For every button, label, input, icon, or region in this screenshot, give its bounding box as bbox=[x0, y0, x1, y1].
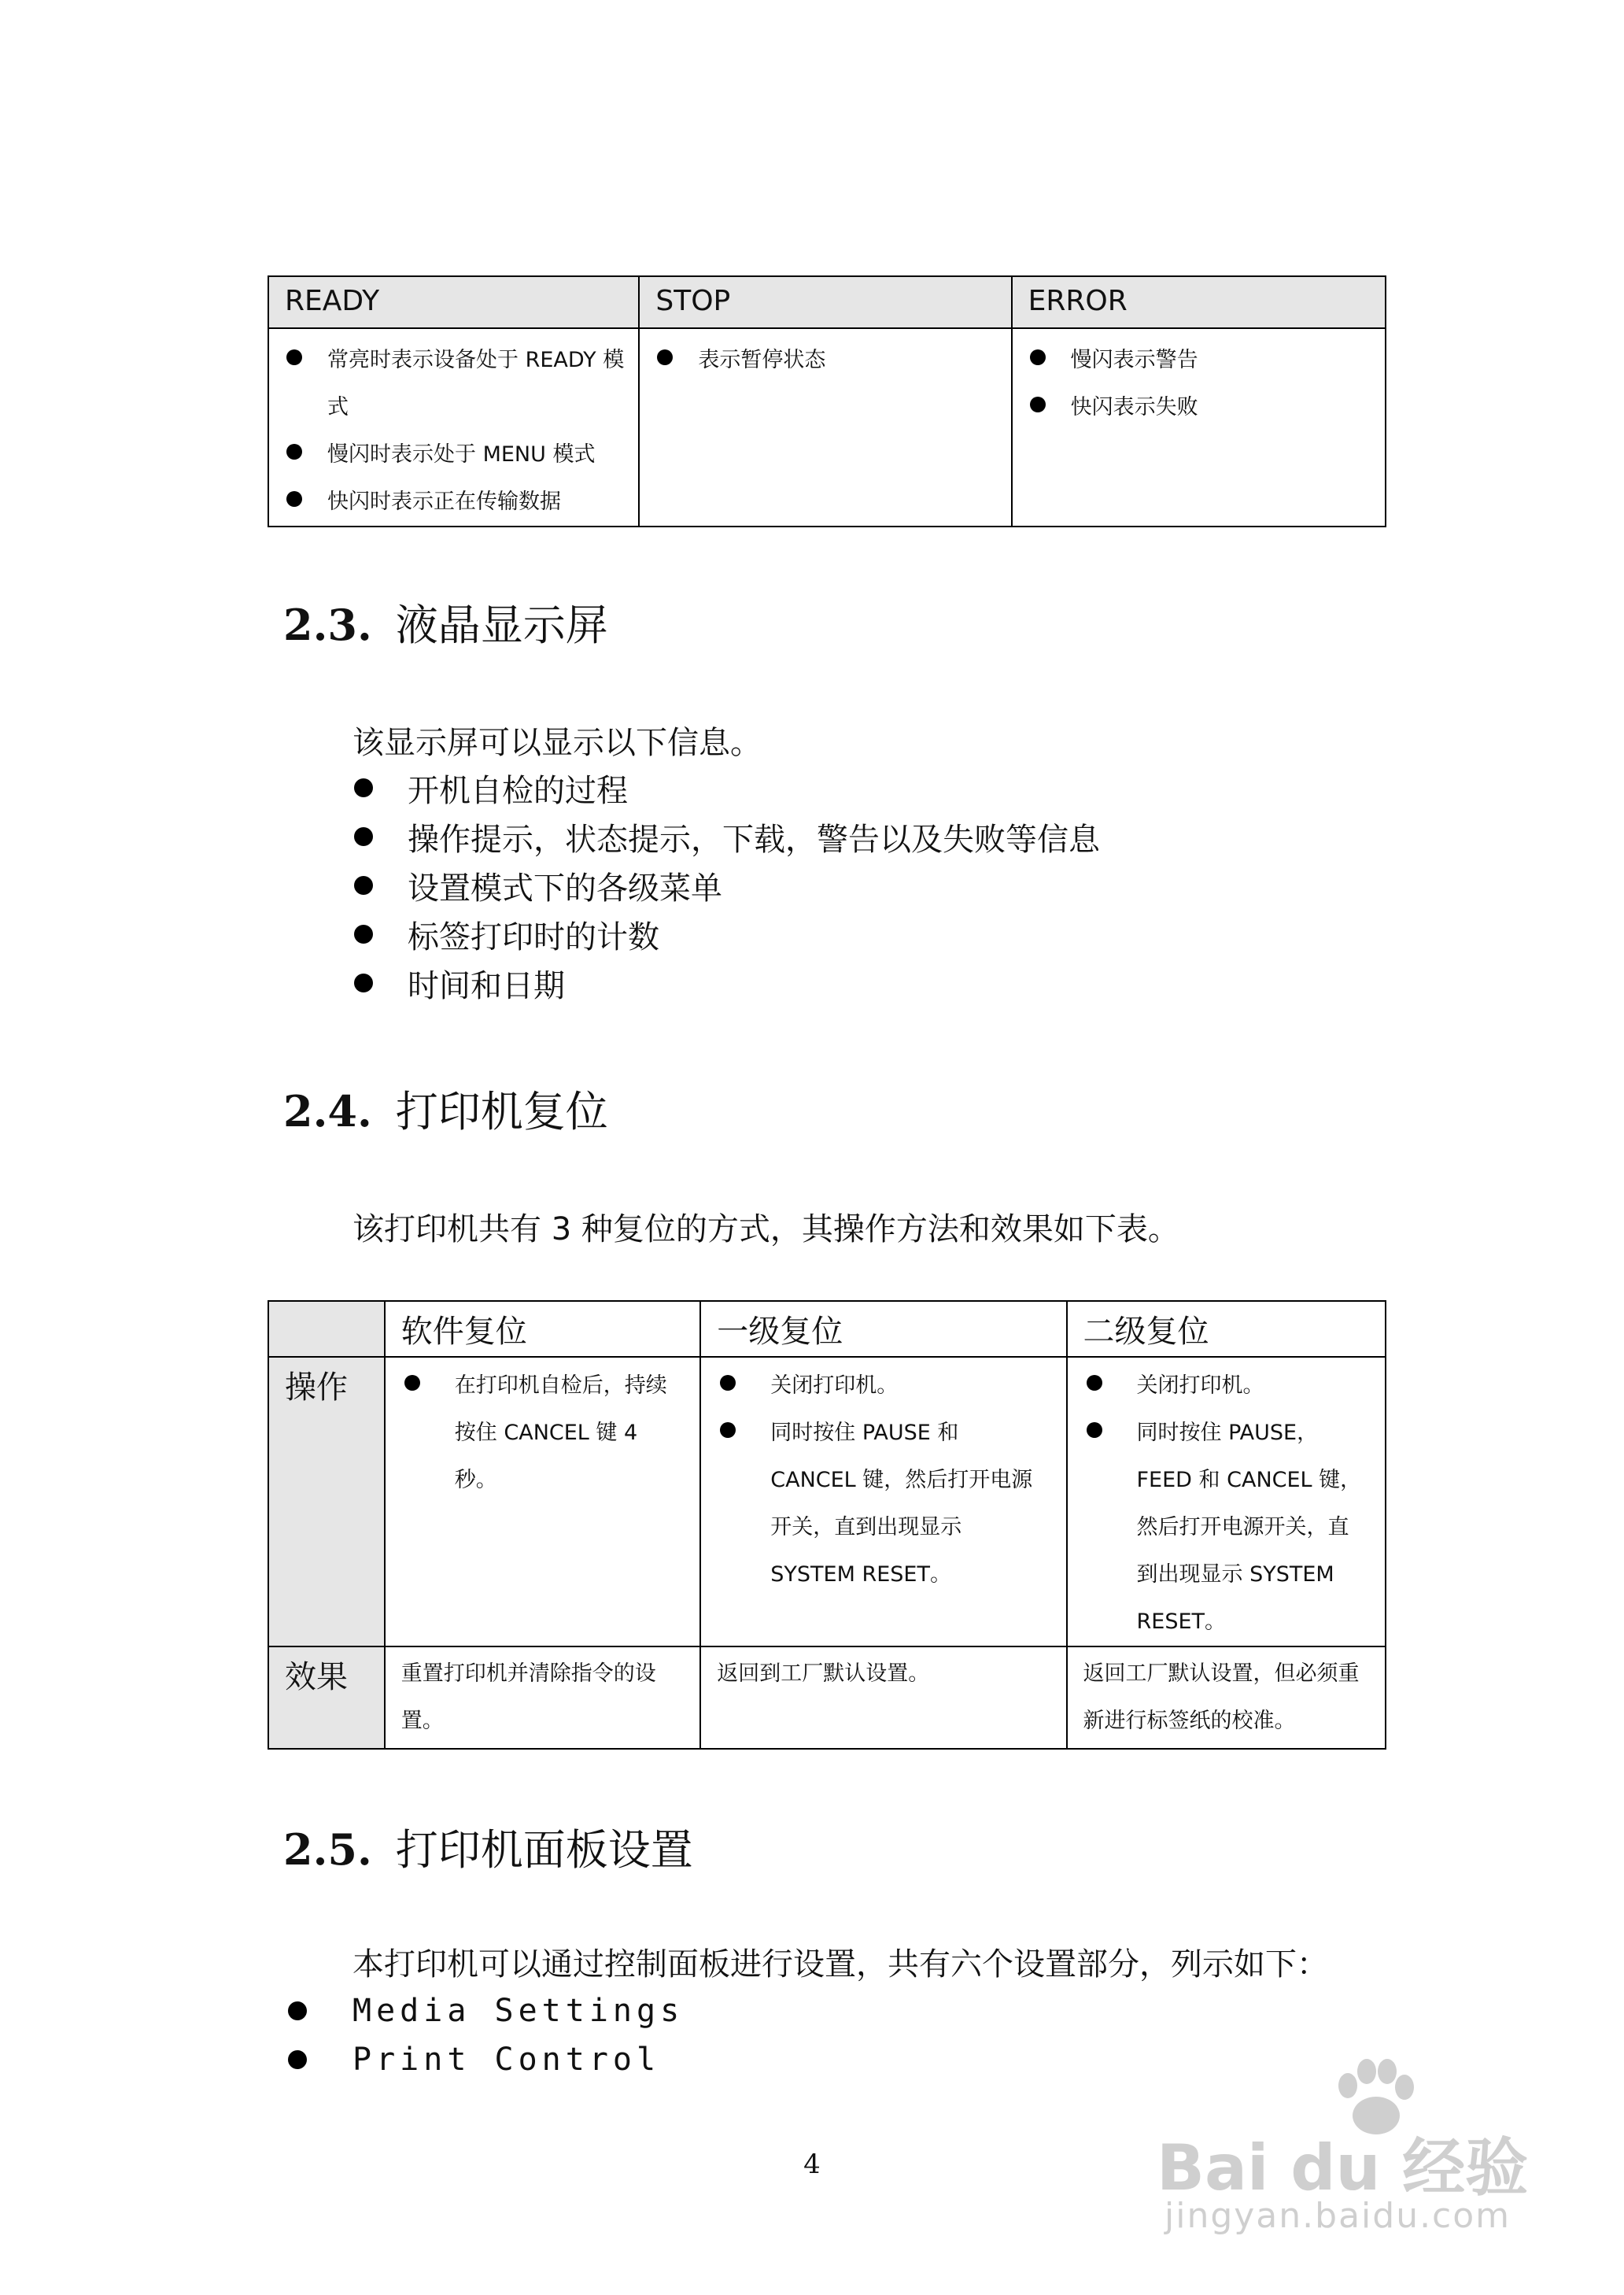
status-table bbox=[268, 275, 1386, 527]
header-level1-reset: 一级复位 bbox=[700, 1301, 1066, 1357]
section-2-5-intro: 本打印机可以通过控制面板进行设置，共有六个设置部分，列示如下： bbox=[352, 1946, 1328, 1983]
header-corner bbox=[268, 1301, 385, 1357]
list-item: 设置模式下的各级菜单 bbox=[354, 861, 1100, 910]
bullet-icon bbox=[1087, 1422, 1102, 1438]
list-item: 关闭打印机。 bbox=[720, 1362, 1048, 1410]
page-number: 4 bbox=[803, 2149, 821, 2180]
level1-effect-cell: 返回到工厂默认设置。 bbox=[700, 1646, 1066, 1749]
watermark bbox=[1157, 2054, 1566, 2235]
bullet-icon bbox=[354, 925, 373, 944]
bullet-icon bbox=[288, 2050, 307, 2069]
bullet-icon bbox=[1087, 1375, 1102, 1391]
section-2-5-heading: 2.5. 打印机面板设置 bbox=[283, 1824, 693, 1875]
bullet-icon bbox=[354, 974, 373, 992]
list-item: 慢闪时表示处于 MENU 模式 bbox=[286, 431, 627, 479]
list-item: 操作提示，状态提示，下载，警告以及失败等信息 bbox=[354, 812, 1100, 861]
list-item: 关闭打印机。 bbox=[1087, 1362, 1367, 1410]
header-stop: STOP bbox=[639, 276, 1011, 328]
bullet-icon bbox=[404, 1375, 420, 1391]
error-cell bbox=[1012, 328, 1386, 527]
watermark-logo: Bai du 经验 bbox=[1157, 2131, 1529, 2204]
header-level2-reset: 二级复位 bbox=[1067, 1301, 1386, 1357]
list-item: 标签打印时的计数 bbox=[354, 910, 1100, 959]
level2-op-cell bbox=[1067, 1357, 1386, 1646]
bullet-icon bbox=[354, 778, 373, 797]
bullet-icon bbox=[286, 491, 302, 507]
level2-effect-cell: 返回工厂默认设置，但必须重新进行标签纸的校准。 bbox=[1067, 1646, 1386, 1749]
list-item: 在打印机自检后，持续按住 CANCEL 键 4 秒。 bbox=[404, 1362, 682, 1504]
ready-cell bbox=[268, 328, 639, 527]
section-2-4-intro: 该打印机共有 3 种复位的方式，其操作方法和效果如下表。 bbox=[352, 1211, 1179, 1247]
header-error: ERROR bbox=[1012, 276, 1386, 328]
list-item: 慢闪表示警告 bbox=[1030, 337, 1374, 384]
row-label-effect: 效果 bbox=[268, 1646, 385, 1749]
list-item: 快闪表示失败 bbox=[1030, 384, 1374, 431]
watermark-url: jingyan.baidu.com bbox=[1164, 2196, 1511, 2236]
lcd-info-list bbox=[354, 763, 1100, 1007]
bullet-icon bbox=[720, 1422, 736, 1438]
list-item: 表示暂停状态 bbox=[657, 337, 999, 384]
bullet-icon bbox=[286, 444, 302, 460]
list-item: 常亮时表示设备处于 READY 模式 bbox=[286, 337, 627, 431]
list-item: 同时按住 PAUSE 和 CANCEL 键，然后打开电源开关，直到出现显示 SYSTEM RESET。 bbox=[720, 1410, 1048, 1598]
header-software-reset: 软件复位 bbox=[385, 1301, 700, 1357]
section-2-4-heading: 2.4. 打印机复位 bbox=[283, 1086, 608, 1136]
software-op-cell bbox=[385, 1357, 700, 1646]
section-2-3-intro: 该显示屏可以显示以下信息。 bbox=[352, 725, 762, 761]
level1-op-cell bbox=[700, 1357, 1066, 1646]
list-item: 快闪时表示正在传输数据 bbox=[286, 479, 627, 526]
row-label-operation: 操作 bbox=[268, 1357, 385, 1646]
list-item: Print Control bbox=[288, 2035, 684, 2084]
bullet-icon bbox=[288, 2001, 307, 2020]
bullet-icon bbox=[354, 827, 373, 846]
bullet-icon bbox=[1030, 397, 1046, 412]
bullet-icon bbox=[720, 1375, 736, 1391]
list-item: Media Settings bbox=[288, 1986, 684, 2035]
reset-table bbox=[268, 1300, 1386, 1750]
bullet-icon bbox=[286, 349, 302, 365]
panel-settings-list bbox=[288, 1986, 684, 2084]
list-item: 时间和日期 bbox=[354, 959, 1100, 1007]
bullet-icon bbox=[1030, 349, 1046, 365]
bullet-icon bbox=[354, 876, 373, 895]
section-2-3-heading: 2.3. 液晶显示屏 bbox=[283, 600, 608, 650]
header-ready: READY bbox=[268, 276, 639, 328]
list-item: 同时按住 PAUSE，FEED 和 CANCEL 键，然后打开电源开关，直到出现显示 SYSTEM RESET。 bbox=[1087, 1410, 1367, 1646]
stop-cell bbox=[639, 328, 1011, 527]
list-item: 开机自检的过程 bbox=[354, 763, 1100, 812]
software-effect-cell: 重置打印机并清除指令的设置。 bbox=[385, 1646, 700, 1749]
bullet-icon bbox=[657, 349, 673, 365]
